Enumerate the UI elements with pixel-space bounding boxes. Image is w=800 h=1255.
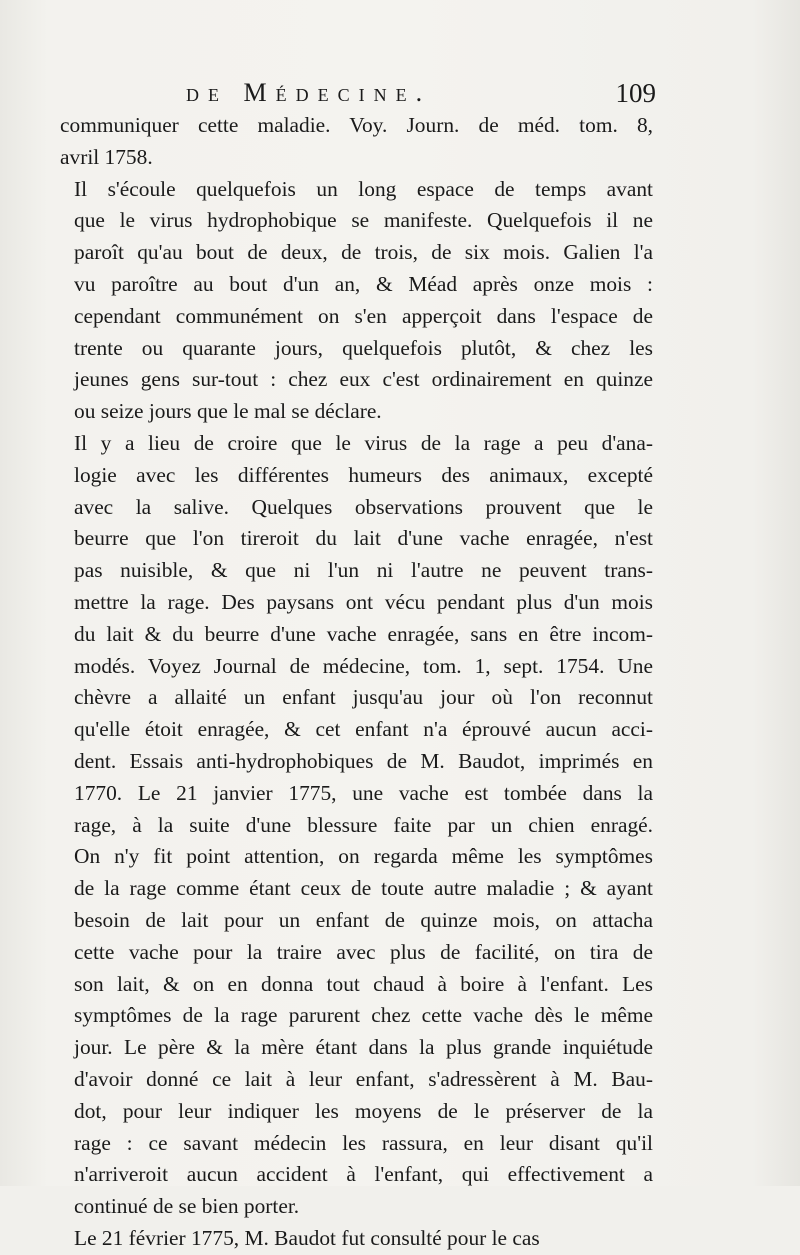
text-line: modés. Voyez Journal de médecine, tom. 1, sept. 1754. Une	[74, 653, 653, 678]
text-line: paroît qu'au bout de deux, de trois, de six mois. Galien l'a	[74, 240, 653, 265]
text-line: avril 1758.	[60, 144, 153, 169]
text-line: symptômes de la rage parurent chez cette vache dès le même	[74, 1003, 653, 1028]
running-title: de Médecine.	[186, 78, 432, 107]
text-line: qu'elle étoit enragée, & cet enfant n'a éprouvé aucun acci-	[74, 717, 653, 742]
text-line: de la rage comme étant ceux de toute autre maladie ; & ayant	[74, 876, 653, 901]
text-line: jeunes gens sur-tout : chez eux c'est ordinairement en quinze	[74, 367, 653, 392]
text-line: rage, à la suite d'une blessure faite par un chien enragé.	[74, 812, 653, 837]
page-number: 109	[615, 78, 656, 108]
text-line: logie avec les différentes humeurs des animaux, excepté	[74, 462, 653, 487]
text-line: dot, pour leur indiquer les moyens de le préserver de la	[74, 1098, 653, 1123]
text-line: beurre que l'on tireroit du lait d'une vache enragée, n'est	[74, 526, 653, 551]
text-line: 1770. Le 21 janvier 1775, une vache est tombée dans la	[74, 780, 653, 805]
text-line: cette vache pour la traire avec plus de facilité, on tira de	[74, 939, 653, 964]
text-line: jour. Le père & la mère étant dans la plus grande inquiétude	[74, 1035, 653, 1060]
text-line: Il s'écoule quelquefois un long espace de temps avant	[74, 176, 653, 201]
text-line: du lait & du beurre d'une vache enragée, sans en être incom-	[74, 621, 653, 646]
text-line: avec la salive. Quelques observations prouvent que le	[74, 494, 653, 519]
text-line: pas nuisible, & que ni l'un ni l'autre ne peuvent trans-	[74, 558, 653, 583]
text-line: son lait, & on en donna tout chaud à boire à l'enfant. Les	[74, 971, 653, 996]
text-line: mettre la rage. Des paysans ont vécu pendant plus d'un mois	[74, 589, 653, 614]
text-line: cependant communément on s'en apperçoit dans l'espace de	[74, 303, 653, 328]
text-line: ou seize jours que le mal se déclare.	[74, 399, 382, 424]
text-line: trente ou quarante jours, quelquefois plutôt, & chez les	[74, 335, 653, 360]
text-line: On n'y fit point attention, on regarda même les symptômes	[74, 844, 653, 869]
text-line: communiquer cette maladie. Voy. Journ. de méd. tom. 8,	[60, 113, 653, 137]
paragraph	[60, 110, 653, 174]
text-line: dent. Essais anti-hydrophobiques de M. Baudot, imprimés en	[74, 748, 653, 773]
paragraph	[60, 174, 653, 428]
text-line: besoin de lait pour un enfant de quinze mois, on attacha	[74, 907, 653, 932]
paragraph	[60, 428, 653, 1223]
text-line: chèvre a allaité un enfant jusqu'au jour où l'on reconnut	[74, 685, 653, 710]
text-line: rage : ce savant médecin les rassura, en leur disant qu'il	[74, 1130, 653, 1155]
text-line: vu paroître au bout d'un an, & Méad après onze mois :	[74, 271, 653, 296]
body-text	[60, 110, 653, 1255]
text-line: d'avoir donné ce lait à leur enfant, s'adressèrent à M. Bau-	[74, 1066, 653, 1091]
text-line: n'arriveroit aucun accident à l'enfant, qui effectivement a	[74, 1162, 653, 1187]
text-line: Il y a lieu de croire que le virus de la rage a peu d'ana-	[74, 430, 653, 455]
text-line: que le virus hydrophobique se manifeste. Quelquefois il ne	[74, 208, 653, 233]
paragraph	[60, 1223, 653, 1255]
text-line: Le 21 février 1775, M. Baudot fut consulté pour le cas	[74, 1225, 540, 1250]
text-line: continué de se bien porter.	[74, 1194, 300, 1219]
